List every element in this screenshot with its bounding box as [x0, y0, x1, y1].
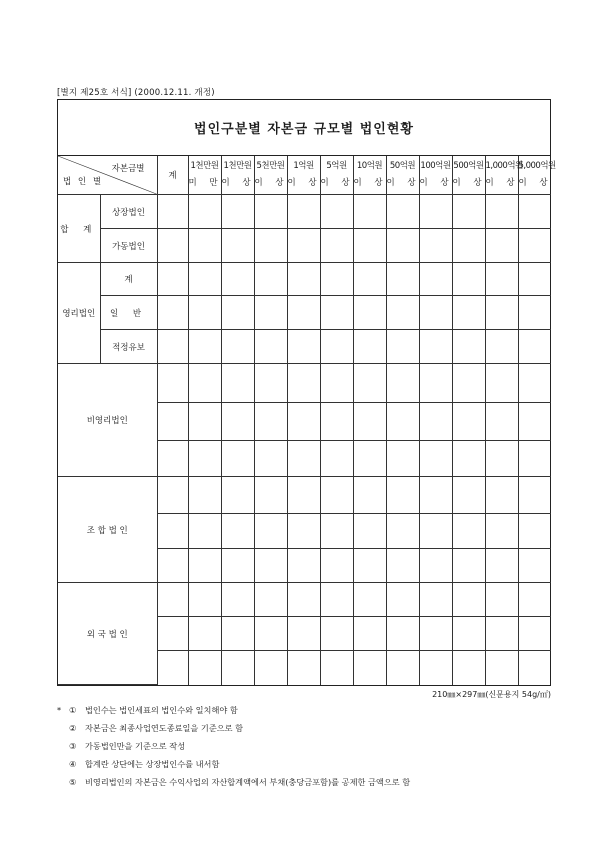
data-cell[interactable] — [320, 477, 353, 514]
data-cell[interactable] — [221, 195, 254, 229]
col-header: 10억원 이 상 — [353, 156, 386, 195]
data-cell[interactable] — [419, 617, 452, 651]
data-cell[interactable] — [386, 364, 419, 403]
data-cell[interactable] — [419, 549, 452, 583]
data-cell[interactable] — [518, 263, 551, 296]
data-cell[interactable] — [287, 549, 320, 583]
data-cell[interactable] — [221, 549, 254, 583]
data-cell[interactable] — [221, 263, 254, 296]
data-cell[interactable] — [320, 514, 353, 549]
data-cell[interactable] — [419, 330, 452, 364]
data-cell[interactable] — [518, 296, 551, 330]
data-cell[interactable] — [254, 364, 287, 403]
data-cell[interactable] — [485, 514, 518, 549]
data-cell[interactable] — [518, 364, 551, 403]
paper-size-note: 210㎜×297㎜(신문용지 54g/㎡) — [432, 690, 551, 699]
data-cell[interactable] — [353, 330, 386, 364]
data-cell[interactable] — [287, 296, 320, 330]
data-cell[interactable] — [254, 514, 287, 549]
data-cell[interactable] — [518, 583, 551, 617]
data-cell[interactable] — [386, 651, 419, 685]
row-sub-label: 가동법인 — [100, 229, 157, 263]
data-cell[interactable] — [419, 583, 452, 617]
data-cell[interactable] — [485, 263, 518, 296]
data-cell[interactable] — [452, 441, 485, 477]
data-cell[interactable] — [287, 477, 320, 514]
data-cell[interactable] — [419, 403, 452, 441]
data-cell[interactable] — [353, 617, 386, 651]
row-group-label: 합 계 — [58, 195, 100, 263]
data-cell[interactable] — [518, 403, 551, 441]
data-cell[interactable] — [452, 296, 485, 330]
capital-table — [58, 156, 556, 685]
data-cell[interactable] — [386, 195, 419, 229]
data-cell[interactable] — [518, 195, 551, 229]
table-row — [58, 477, 551, 514]
data-cell[interactable] — [485, 617, 518, 651]
data-cell[interactable] — [353, 514, 386, 549]
data-cell[interactable] — [287, 403, 320, 441]
data-cell[interactable] — [157, 330, 188, 364]
corner-bottom-label: 법 인 별 — [63, 177, 104, 187]
data-cell[interactable] — [485, 583, 518, 617]
col-header: 50억원 이 상 — [386, 156, 419, 195]
data-cell[interactable] — [157, 364, 188, 403]
data-cell[interactable] — [254, 477, 287, 514]
data-cell[interactable] — [287, 364, 320, 403]
data-cell[interactable] — [157, 549, 188, 583]
data-cell[interactable] — [157, 514, 188, 549]
col-header: 1천만원 미 만 — [188, 156, 221, 195]
data-cell[interactable] — [452, 617, 485, 651]
data-cell[interactable] — [386, 583, 419, 617]
data-cell[interactable] — [518, 514, 551, 549]
data-cell[interactable] — [452, 263, 485, 296]
data-cell[interactable] — [287, 514, 320, 549]
data-cell[interactable] — [254, 330, 287, 364]
data-cell[interactable] — [320, 403, 353, 441]
data-cell[interactable] — [221, 364, 254, 403]
data-cell[interactable] — [386, 441, 419, 477]
data-cell[interactable] — [320, 330, 353, 364]
data-cell[interactable] — [386, 296, 419, 330]
data-cell[interactable] — [353, 477, 386, 514]
data-cell[interactable] — [320, 364, 353, 403]
row-group-label: 외 국 법 인 — [58, 583, 157, 685]
data-cell[interactable] — [386, 549, 419, 583]
data-cell[interactable] — [419, 263, 452, 296]
data-cell[interactable] — [419, 651, 452, 685]
data-cell[interactable] — [452, 195, 485, 229]
data-cell[interactable] — [320, 617, 353, 651]
data-cell[interactable] — [386, 263, 419, 296]
data-cell[interactable] — [188, 477, 221, 514]
data-cell[interactable] — [287, 441, 320, 477]
data-cell[interactable] — [221, 477, 254, 514]
table-row — [58, 263, 551, 296]
data-cell[interactable] — [485, 330, 518, 364]
data-cell[interactable] — [320, 549, 353, 583]
row-sub-label: 상장법인 — [100, 195, 157, 229]
col-header: 1억원 이 상 — [287, 156, 320, 195]
data-cell[interactable] — [485, 403, 518, 441]
row-group-label: 비영리법인 — [58, 364, 157, 477]
data-cell[interactable] — [518, 330, 551, 364]
data-cell[interactable] — [188, 549, 221, 583]
data-cell[interactable] — [157, 617, 188, 651]
table-row — [58, 583, 551, 617]
data-cell[interactable] — [157, 583, 188, 617]
data-cell[interactable] — [287, 651, 320, 685]
data-cell[interactable] — [452, 403, 485, 441]
data-cell[interactable] — [353, 403, 386, 441]
data-cell[interactable] — [221, 514, 254, 549]
data-cell[interactable] — [353, 229, 386, 263]
data-cell[interactable] — [157, 195, 188, 229]
col-header: 계 — [157, 156, 188, 195]
data-cell[interactable] — [452, 330, 485, 364]
data-cell[interactable] — [386, 330, 419, 364]
data-cell[interactable] — [518, 229, 551, 263]
data-cell[interactable] — [386, 403, 419, 441]
data-cell[interactable] — [518, 477, 551, 514]
table-row — [58, 330, 551, 364]
data-cell[interactable] — [452, 651, 485, 685]
data-cell[interactable] — [287, 617, 320, 651]
col-header: 5억원 이 상 — [320, 156, 353, 195]
data-cell[interactable] — [188, 514, 221, 549]
data-cell[interactable] — [221, 296, 254, 330]
data-cell[interactable] — [254, 195, 287, 229]
row-sub-label: 계 — [100, 263, 157, 296]
data-cell[interactable] — [485, 441, 518, 477]
data-cell[interactable] — [320, 441, 353, 477]
note-item: ③ 가동법인만을 기준으로 작성 — [69, 741, 186, 751]
data-cell[interactable] — [221, 330, 254, 364]
data-cell[interactable] — [157, 441, 188, 477]
data-cell[interactable] — [254, 617, 287, 651]
data-cell[interactable] — [419, 195, 452, 229]
data-cell[interactable] — [419, 364, 452, 403]
data-cell[interactable] — [518, 549, 551, 583]
data-cell[interactable] — [157, 229, 188, 263]
data-cell[interactable] — [386, 229, 419, 263]
data-cell[interactable] — [221, 229, 254, 263]
data-cell[interactable] — [287, 330, 320, 364]
data-cell[interactable] — [353, 296, 386, 330]
data-cell[interactable] — [221, 617, 254, 651]
note-item: ⑤ 비영리법인의 자본금은 수익사업의 자산합계액에서 부채(충당금포함)를 공제한 금액으로 함 — [69, 777, 411, 787]
title-row — [58, 100, 550, 156]
data-cell[interactable] — [221, 583, 254, 617]
data-cell[interactable] — [254, 296, 287, 330]
data-cell[interactable] — [188, 583, 221, 617]
data-cell[interactable] — [188, 330, 221, 364]
col-header: 5,000억원 이 상 — [518, 156, 551, 195]
form-title: 법인구분별 자본금 규모별 법인현황 — [194, 122, 414, 137]
data-cell[interactable] — [188, 364, 221, 403]
data-cell[interactable] — [419, 229, 452, 263]
data-cell[interactable] — [320, 651, 353, 685]
data-cell[interactable] — [452, 583, 485, 617]
data-cell[interactable] — [452, 229, 485, 263]
table-row — [58, 229, 551, 263]
data-cell[interactable] — [320, 195, 353, 229]
data-cell[interactable] — [353, 651, 386, 685]
data-cell[interactable] — [157, 403, 188, 441]
data-cell[interactable] — [386, 617, 419, 651]
data-cell[interactable] — [320, 229, 353, 263]
corner-cell — [58, 156, 157, 195]
data-cell[interactable] — [221, 441, 254, 477]
data-cell[interactable] — [188, 263, 221, 296]
data-cell[interactable] — [188, 229, 221, 263]
data-cell[interactable] — [485, 477, 518, 514]
data-cell[interactable] — [254, 403, 287, 441]
row-sub-label: 적정유보 — [100, 330, 157, 364]
data-cell[interactable] — [419, 441, 452, 477]
data-cell[interactable] — [518, 651, 551, 685]
data-cell[interactable] — [353, 195, 386, 229]
data-cell[interactable] — [452, 477, 485, 514]
data-cell[interactable] — [320, 583, 353, 617]
col-header: 5천만원 이 상 — [254, 156, 287, 195]
data-cell[interactable] — [254, 583, 287, 617]
row-sub-label: 일 반 — [100, 296, 157, 330]
data-cell[interactable] — [254, 441, 287, 477]
data-cell[interactable] — [188, 617, 221, 651]
data-cell[interactable] — [485, 549, 518, 583]
data-cell[interactable] — [254, 229, 287, 263]
data-cell[interactable] — [353, 364, 386, 403]
row-group-label: 영리법인 — [58, 263, 100, 364]
data-cell[interactable] — [254, 263, 287, 296]
row-group-label: 조 합 법 인 — [58, 477, 157, 583]
data-cell[interactable] — [188, 441, 221, 477]
data-cell[interactable] — [353, 263, 386, 296]
note-item: * ① 법인수는 법인세표의 법인수와 일치해야 함 — [57, 705, 238, 715]
col-header: 100억원 이 상 — [419, 156, 452, 195]
form-frame — [57, 99, 556, 686]
data-cell[interactable] — [188, 296, 221, 330]
table-row — [58, 195, 551, 229]
table-row — [58, 296, 551, 330]
form-label: [별지 제25호 서식] (2000.12.11. 개정) — [57, 88, 215, 98]
data-cell[interactable] — [287, 195, 320, 229]
data-cell[interactable] — [386, 477, 419, 514]
data-cell[interactable] — [254, 549, 287, 583]
note-item: ④ 합계란 상단에는 상장법인수를 내서함 — [69, 759, 220, 769]
data-cell[interactable] — [518, 441, 551, 477]
data-cell[interactable] — [254, 651, 287, 685]
data-cell[interactable] — [518, 617, 551, 651]
col-header: 500억원 이 상 — [452, 156, 485, 195]
data-cell[interactable] — [287, 229, 320, 263]
data-cell[interactable] — [157, 651, 188, 685]
data-cell[interactable] — [188, 195, 221, 229]
header-row — [58, 156, 551, 195]
data-cell[interactable] — [188, 651, 221, 685]
data-cell[interactable] — [452, 364, 485, 403]
col-header: 1,000억원 이 상 — [485, 156, 518, 195]
notes-list — [57, 701, 410, 791]
data-cell[interactable] — [452, 514, 485, 549]
data-cell[interactable] — [485, 229, 518, 263]
data-cell[interactable] — [157, 296, 188, 330]
data-cell[interactable] — [485, 195, 518, 229]
data-cell[interactable] — [157, 263, 188, 296]
data-cell[interactable] — [221, 651, 254, 685]
data-cell[interactable] — [157, 477, 188, 514]
data-cell[interactable] — [386, 514, 419, 549]
data-cell[interactable] — [485, 651, 518, 685]
data-cell[interactable] — [485, 296, 518, 330]
col-header: 1천만원 이 상 — [221, 156, 254, 195]
data-cell[interactable] — [353, 441, 386, 477]
data-cell[interactable] — [353, 583, 386, 617]
data-cell[interactable] — [353, 549, 386, 583]
data-cell[interactable] — [320, 296, 353, 330]
corner-top-label: 자본금별 — [111, 164, 145, 174]
data-cell[interactable] — [485, 364, 518, 403]
data-cell[interactable] — [287, 263, 320, 296]
table-row — [58, 364, 551, 403]
data-cell[interactable] — [188, 403, 221, 441]
data-cell[interactable] — [419, 296, 452, 330]
data-cell[interactable] — [419, 514, 452, 549]
data-cell[interactable] — [221, 403, 254, 441]
note-item: ② 자본금은 최종사업연도종료일을 기준으로 함 — [69, 723, 244, 733]
data-cell[interactable] — [287, 583, 320, 617]
data-cell[interactable] — [419, 477, 452, 514]
data-cell[interactable] — [452, 549, 485, 583]
data-cell[interactable] — [320, 263, 353, 296]
